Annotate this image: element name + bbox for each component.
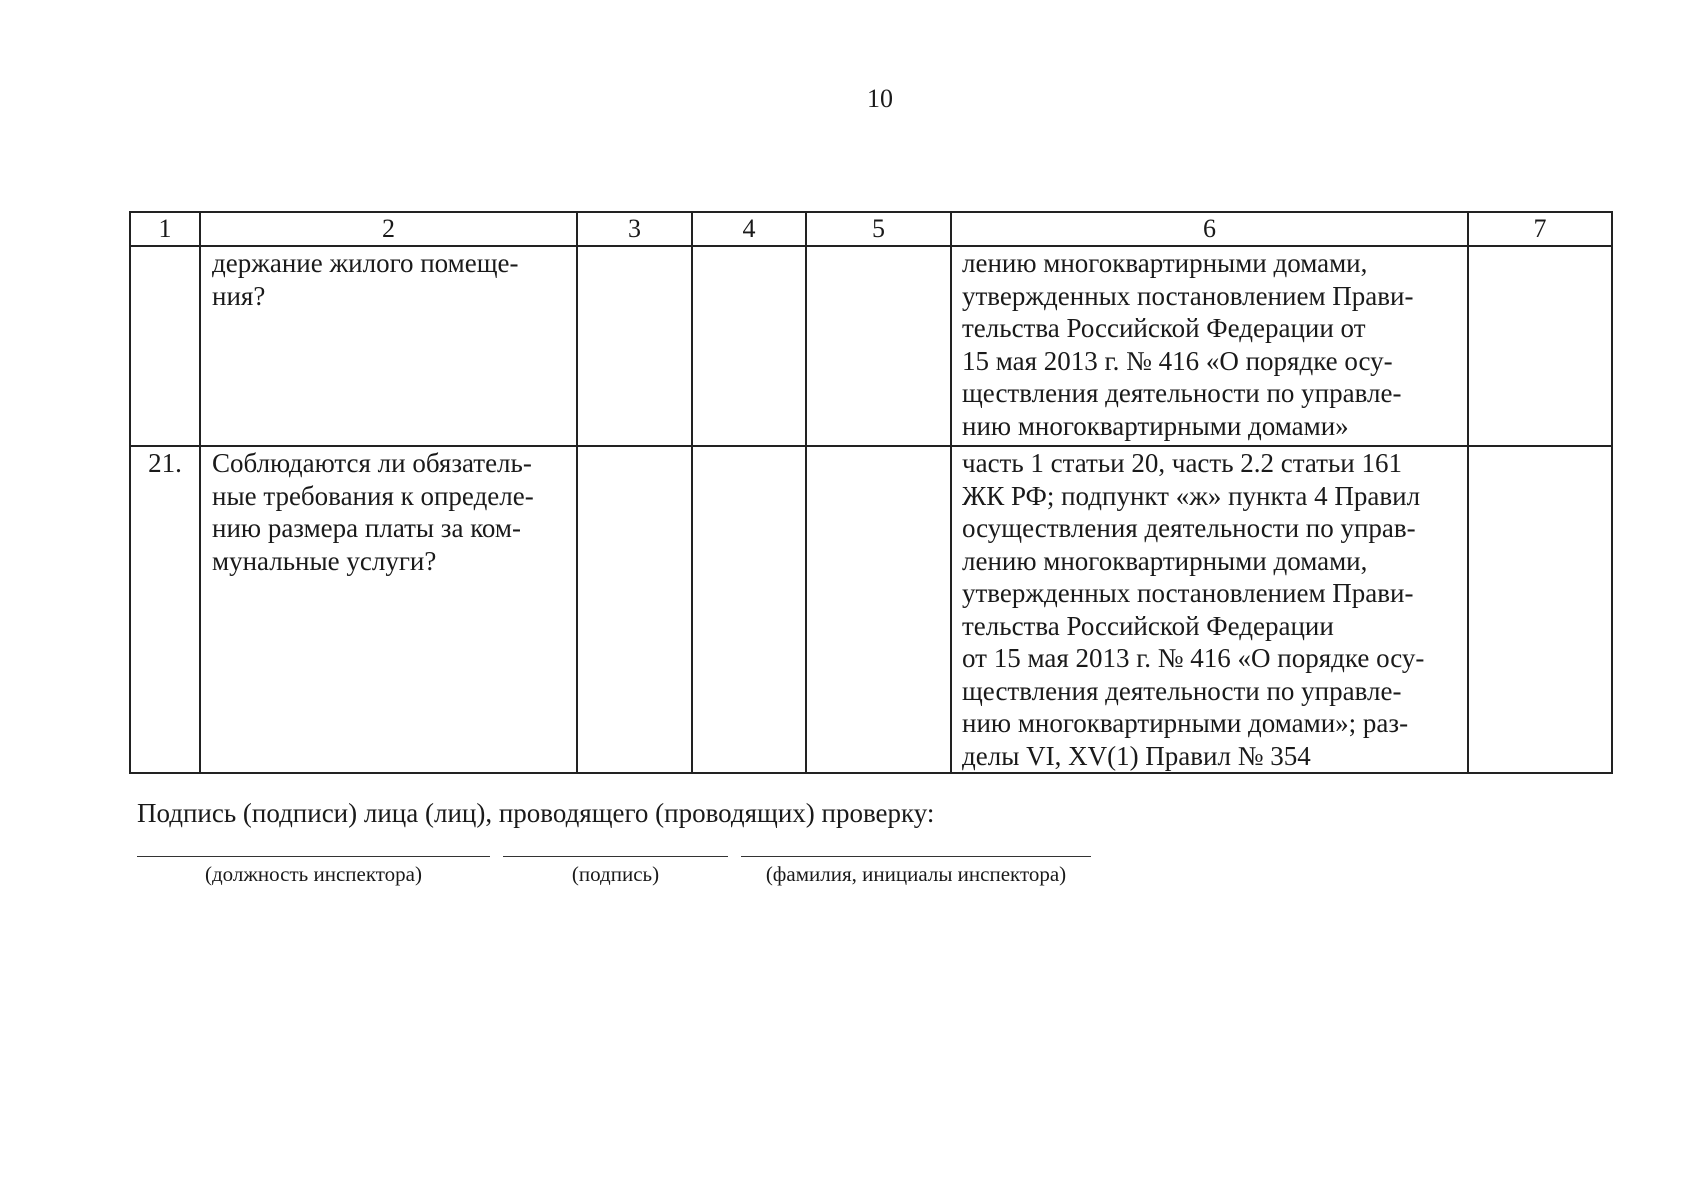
empty-cell (692, 446, 806, 773)
column-header-3: 3 (577, 212, 692, 246)
signature-caption: Подпись (подписи) лица (лиц), проводящего (проводящих) проверку: (137, 798, 935, 828)
empty-cell (577, 246, 692, 446)
table-row (130, 446, 1612, 773)
legal-line: осуществления деятельности по управ- (962, 513, 1416, 543)
legal-line: тельства Российской Федерации от (962, 313, 1366, 343)
column-header-6: 6 (951, 212, 1468, 246)
legal-line: ществления деятельности по управле- (962, 675, 1402, 706)
legal-line: утвержденных постановлением Прави- (962, 578, 1414, 608)
column-header-1: 1 (130, 212, 200, 246)
column-header-5: 5 (806, 212, 951, 246)
legal-line: часть 1 статьи 20, часть 2.2 статьи 161 (962, 448, 1402, 478)
legal-line: нию многоквартирными домами» (962, 410, 1349, 441)
row-number-cell: 21. (130, 446, 200, 773)
legal-reference-cell (951, 446, 1468, 773)
column-header-4: 4 (692, 212, 806, 246)
empty-cell (577, 446, 692, 773)
name-line (741, 856, 1091, 857)
empty-cell (806, 446, 951, 773)
position-label: (должность инспектора) (205, 862, 422, 886)
legal-line: утвержденных постановлением Прави- (962, 280, 1414, 311)
question-cell (200, 446, 577, 773)
checklist-table (129, 211, 1613, 774)
legal-line: тельства Российской Федерации (962, 610, 1334, 641)
legal-line: 15 мая 2013 г. № 416 «О порядке осу- (962, 345, 1393, 376)
legal-line: ЖК РФ; подпункт «ж» пункта 4 Правил (962, 480, 1421, 511)
question-line: ния? (212, 280, 266, 311)
table-header-row (130, 212, 1612, 246)
question-line: держание жилого помеще- (212, 248, 519, 278)
column-header-7: 7 (1468, 212, 1612, 246)
legal-line: лению многоквартирными домами, (962, 545, 1368, 576)
legal-line: нию многоквартирными домами»; раз- (962, 708, 1409, 738)
legal-line: лению многоквартирными домами, (962, 248, 1368, 278)
name-label: (фамилия, инициалы инспектора) (765, 862, 1067, 886)
signature-label: (подпись) (571, 862, 660, 886)
legal-line: ществления деятельности по управле- (962, 378, 1402, 408)
question-line: Соблюдаются ли обязатель- (212, 448, 532, 478)
signature-line (503, 856, 728, 857)
empty-cell (1468, 246, 1612, 446)
legal-line: делы VI, XV(1) Правил № 354 (962, 740, 1311, 771)
question-line: нию размера платы за ком- (212, 513, 521, 543)
empty-cell (692, 246, 806, 446)
question-line: ные требования к определе- (212, 480, 534, 511)
table-row (130, 246, 1612, 446)
position-line (137, 856, 490, 857)
legal-line: от 15 мая 2013 г. № 416 «О порядке осу- (962, 643, 1425, 673)
empty-cell (806, 246, 951, 446)
question-line: мунальные услуги? (212, 545, 437, 576)
column-header-2: 2 (200, 212, 577, 246)
row-number-cell (130, 246, 200, 446)
question-cell (200, 246, 577, 446)
legal-reference-cell (951, 246, 1468, 446)
page-number: 10 (867, 84, 893, 113)
empty-cell (1468, 446, 1612, 773)
